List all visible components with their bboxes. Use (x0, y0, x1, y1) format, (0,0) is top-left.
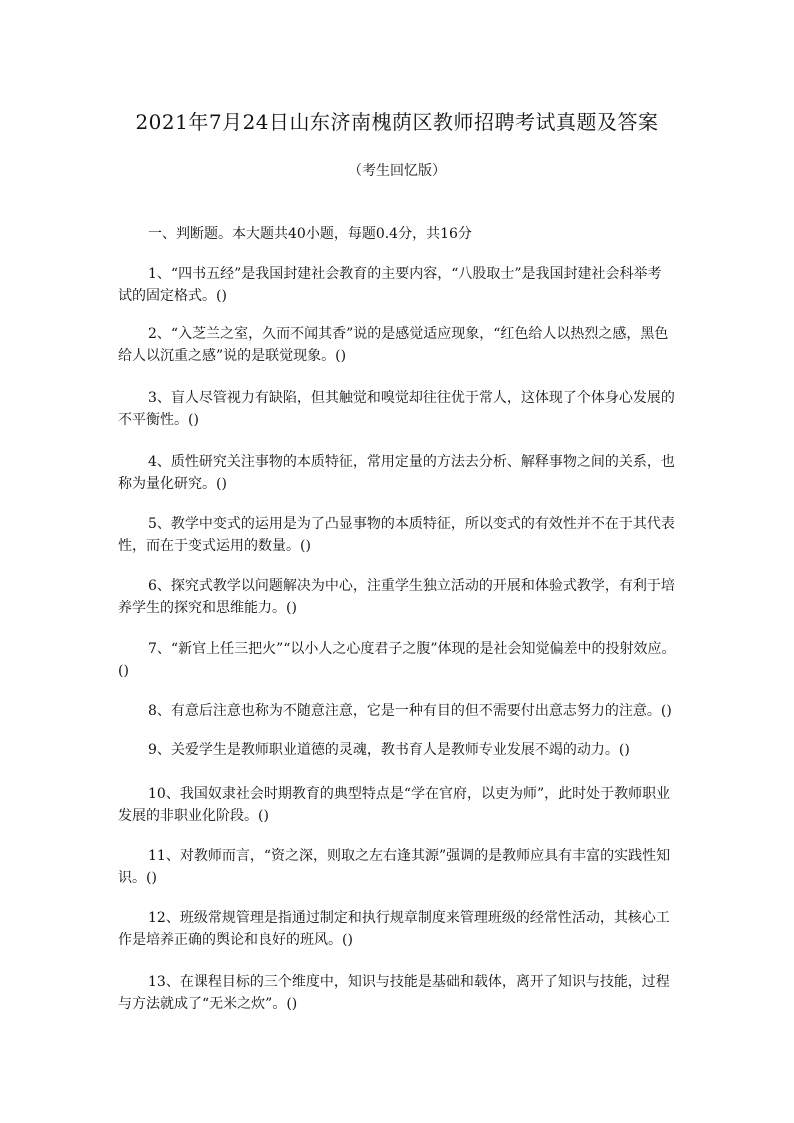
question-line: 作是培养正确的舆论和良好的班风。() (118, 932, 353, 948)
question-line: 发展的非职业化阶段。() (118, 808, 269, 824)
question-line: 8、有意后注意也称为不随意注意，它是一种有目的但不需要付出意志努力的注意。() (148, 703, 672, 719)
question-item (118, 971, 688, 1015)
question-line: 12、班级常规管理是指通过制定和执行规章制度来管理班级的经常性活动，其核心工 (148, 910, 670, 926)
question-line: 养学生的探究和思维能力。() (118, 600, 297, 616)
question-item (118, 907, 688, 951)
question-line: 10、我国奴隶社会时期教育的典型特点是“学在官府，以吏为师”，此时处于教师职业 (148, 786, 671, 802)
question-line: 给人以沉重之感”说的是联觉现象。() (118, 348, 347, 364)
question-line: 9、关爱学生是教师职业道德的灵魂，教书育人是教师专业发展不竭的动力。() (148, 742, 630, 758)
document-subtitle: （考生回忆版） (348, 163, 446, 179)
question-line: 识。() (118, 870, 157, 886)
question-line: 2、“入芝兰之室，久而不闻其香”说的是感觉适应现象，“红色给人以热烈之感，黑色 (148, 326, 669, 342)
question-line: 不平衡性。() (118, 412, 199, 428)
question-line: 称为量化研究。() (118, 476, 227, 492)
question-item (118, 845, 688, 889)
question-item (118, 783, 688, 827)
question-line: 6、探究式教学以问题解决为中心，注重学生独立活动的开展和体验式教学，有利于培 (148, 578, 675, 594)
question-line: 4、质性研究关注事物的本质特征，常用定量的方法去分析、解释事物之间的关系，也 (148, 454, 675, 470)
question-line: 与方法就成了“无米之炊”。() (118, 996, 298, 1012)
document-title: 2021年7月24日山东济南槐荫区教师招聘考试真题及答案 (135, 110, 659, 134)
question-line: 11、对教师而言，“资之深，则取之左右逢其源”强调的是教师应具有丰富的实践性知 (148, 848, 671, 864)
question-line: 3、盲人尽管视力有缺陷，但其触觉和嗅觉却往往优于常人，这体现了个体身心发展的 (148, 390, 675, 406)
question-item (118, 387, 688, 431)
question-item (118, 323, 688, 367)
section-heading: 一、判断题。本大题共40小题，每题0.4分，共16分 (148, 226, 472, 242)
question-item (118, 263, 688, 307)
question-item (118, 638, 688, 682)
question-line: () (118, 663, 129, 679)
question-item (118, 451, 688, 495)
question-line: 13、在课程目标的三个维度中，知识与技能是基础和载体，离开了知识与技能，过程 (148, 974, 670, 990)
question-item (118, 575, 688, 619)
question-line: 性，而在于变式运用的数量。() (118, 538, 311, 554)
question-line: 7、“新官上任三把火”“以小人之心度君子之腹”体现的是社会知觉偏差中的投射效应。 (148, 641, 676, 657)
question-item (118, 700, 688, 722)
question-line: 5、教学中变式的运用是为了凸显事物的本质特征，所以变式的有效性并不在于其代表 (148, 516, 675, 532)
question-line: 1、“四书五经”是我国封建社会教育的主要内容，“八股取士”是我国封建社会科举考 (148, 266, 662, 282)
question-item (118, 739, 688, 761)
question-line: 试的固定格式。() (118, 288, 227, 304)
question-item (118, 513, 688, 557)
